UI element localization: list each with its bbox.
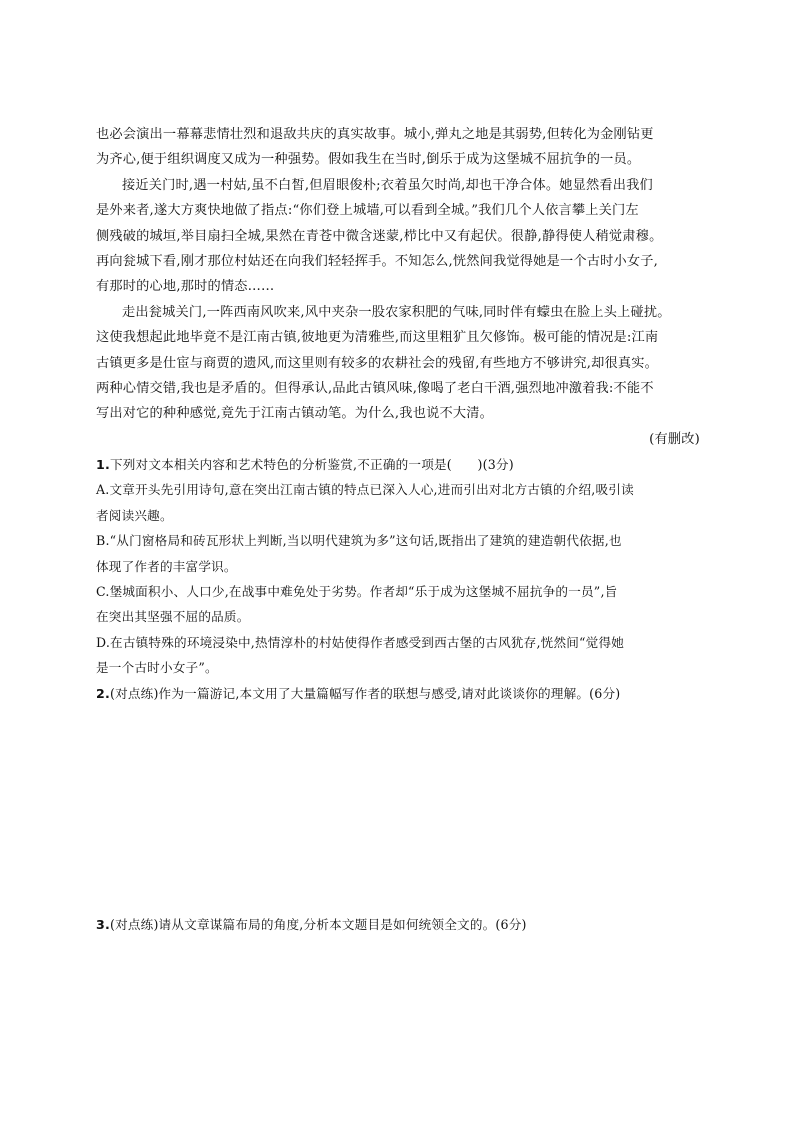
passage-line: 两种心情交错,我也是矛盾的。但得承认,品此古镇风味,像喝了老白干酒,强烈地冲激着我:不能不 (96, 380, 654, 396)
passage-line: 有那时的心地,那时的情态…… (96, 279, 275, 295)
option-text: 体现了作者的丰富学识。 (96, 558, 237, 574)
document-page (96, 122, 700, 926)
passage-line: 这使我想起此地毕竟不是江南古镇,彼地更为清雅些,而这里粗犷且欠修饰。极可能的情况是:江南 (96, 330, 659, 346)
option-text: B.“从门窗格局和砖瓦形状上判断,当以明代建筑为多”这句话,既指出了建筑的建造朝代依据,也 (96, 533, 622, 549)
passage-line: 走出瓮城关门,一阵西南风吹来,风中夹杂一股农家积肥的气味,同时伴有蠓虫在脸上头上碰扰。 (122, 304, 671, 320)
passage-line: 也必会演出一幕幕悲情壮烈和退敌共庆的真实故事。城小,弹丸之地是其弱势,但转化为金刚钻更 (96, 127, 654, 142)
question-number: 2. (96, 685, 110, 701)
question-stem: 下列对文本相关内容和艺术特色的分析鉴赏,不正确的一项是( )(3分) (109, 457, 514, 473)
option-text: 者阅读兴趣。 (96, 507, 173, 523)
passage-line: 为齐心,便于组织调度又成为一种强势。假如我生在当时,倒乐于成为这堡城不屈抗争的一员。 (96, 152, 641, 168)
passage-line: 侧残破的城垣,举目扇扫全城,果然在青苍中微含迷蒙,栉比中又有起伏。很静,静得使人稍觉肃穆。 (96, 228, 663, 244)
option-text: A.文章开头先引用诗句,意在突出江南古镇的特点已深入人心,进而引出对北方古镇的介绍,吸引读 (96, 482, 634, 498)
option-text: D.在古镇特殊的环境浸染中,热情淳朴的村姑使得作者感受到西古堡的古风犹存,恍然间“觉得她 (96, 634, 625, 650)
answer-space[interactable] (96, 706, 700, 926)
question-number: 3. (96, 917, 110, 932)
option-d[interactable] (96, 630, 700, 681)
option-b[interactable] (96, 528, 700, 579)
question-number: 1. (96, 457, 110, 473)
passage (96, 122, 700, 452)
option-text: 是一个古时小女子”。 (96, 660, 218, 676)
option-a[interactable] (96, 477, 700, 528)
passage-line: 是外来者,遂大方爽快地做了指点:“你们登上城墙,可以看到全城。”我们几个人依言攀上关门左 (96, 203, 639, 219)
question-stem: (对点练)作为一篇游记,本文用了大量篇幅写作者的联想与感受,请对此谈谈你的理解。(6分) (109, 685, 621, 701)
option-c[interactable] (96, 579, 700, 630)
option-text: C.堡城面积小、人口少,在战事中难免处于劣势。作者却“乐于成为这堡城不屈抗争的一员”,旨 (96, 584, 618, 600)
passage-line: 再向瓮城下看,刚才那位村姑还在向我们轻轻挥手。不知怎么,恍然间我觉得她是一个古时小女子, (96, 253, 659, 269)
question-stem: (对点练)请从文章谋篇布局的角度,分析本文题目是如何统领全文的。(6分) (109, 917, 527, 932)
passage-line: 古镇更多是仕宦与商贾的遗风,而这里则有较多的农耕社会的残留,有些地方不够讲究,却很真实。 (96, 355, 659, 371)
question-3 (96, 912, 700, 1107)
passage-line: 写出对它的种种感觉,竟先于江南古镇动笔。为什么,我也说不大清。 (96, 406, 494, 422)
question-1 (96, 452, 700, 681)
option-text: 在突出其坚强不屈的品质。 (96, 609, 250, 625)
question-2 (96, 681, 700, 926)
passage-line: 接近关门时,遇一村姑,虽不白皙,但眉眼俊朴;衣着虽欠时尚,却也干净合体。她显然看出我们 (122, 177, 653, 193)
answer-space[interactable] (96, 937, 700, 1107)
source-note: (有删改) (649, 431, 700, 447)
